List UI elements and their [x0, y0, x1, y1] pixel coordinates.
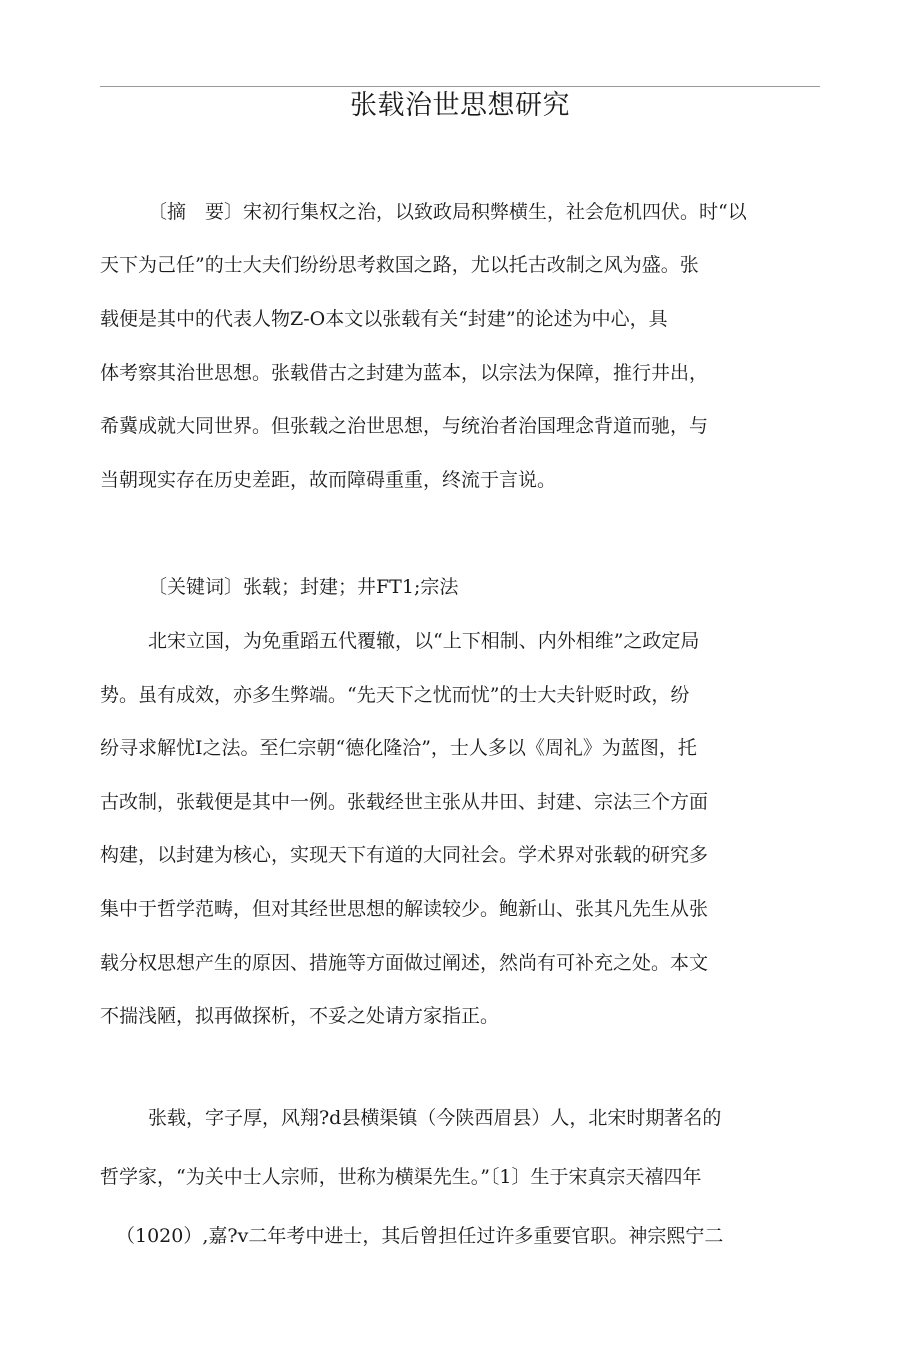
abstract-line: 当朝现实存在历史差距，故而障碍重重，终流于言说。: [100, 469, 557, 491]
keywords-line: 〔关键词〕张载；封建；井FT1;宗法: [148, 576, 459, 598]
abstract-line: 〔摘 要〕宋初行集权之治，以致政局积弊横生，社会危机四伏。时“以: [148, 201, 747, 223]
document-title: 张载治世思想研究: [350, 90, 570, 121]
body-line: 构建，以封建为核心，实现天下有道的大同社会。学术界对张载的研究多: [100, 844, 709, 866]
body-line: 纷寻求解忧I之法。至仁宗朝“德化隆洽”，士人多以《周礼》为蓝图，托: [100, 737, 697, 759]
abstract-line: 体考察其治世思想。张载借古之封建为蓝本，以宗法为保障，推行井出，: [100, 362, 709, 384]
abstract-line: 天下为己任”的士大夫们纷纷思考救国之路，尤以托古改制之风为盛。张: [100, 254, 699, 276]
body-line: 载分权思想产生的原因、措施等方面做过阐述，然尚有可补充之处。本文: [100, 952, 709, 974]
body-line: 势。虽有成效，亦多生弊端。“先天下之忧而忧”的士大夫针贬时政，纷: [100, 684, 690, 706]
abstract-line: 希冀成就大同世界。但张载之治世思想，与统治者治国理念背道而驰，与: [100, 415, 709, 437]
body-line: 哲学家，“为关中士人宗师，世称为横渠先生。”〔1〕生于宋真宗天禧四年: [100, 1166, 702, 1188]
body-line: 集中于哲学范畴，但对其经世思想的解读较少。鲍新山、张其凡先生从张: [100, 898, 709, 920]
body-line: 不揣浅陋，拟再做探析，不妥之处请方家指正。: [100, 1005, 500, 1027]
abstract-line: 载便是其中的代表人物Z-O本文以张载有关“封建”的论述为中心，具: [100, 308, 668, 330]
body-line: 古改制，张载便是其中一例。张载经世主张从井田、封建、宗法三个方面: [100, 791, 709, 813]
body-line: （1020）,嘉?v二年考中进士，其后曾担任过许多重要官职。神宗熙宁二: [116, 1225, 724, 1247]
body-line: 张载，字子厚，风翔?d县横渠镇（今陕西眉县）人，北宋时期著名的: [148, 1107, 722, 1129]
body-line: 北宋立国，为免重蹈五代覆辙，以“上下相制、内外相维”之政定局: [148, 630, 700, 652]
